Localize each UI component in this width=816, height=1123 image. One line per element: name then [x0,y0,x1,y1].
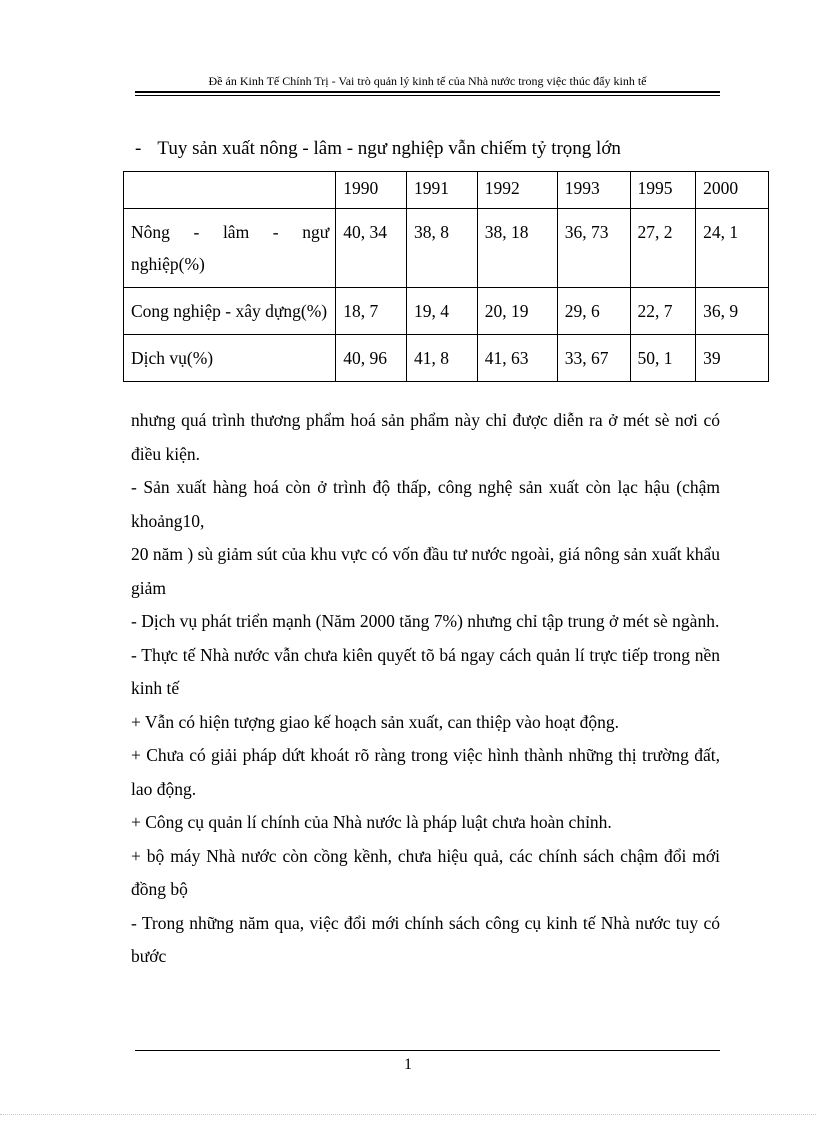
paragraph: + Vẫn có hiện tượng giao kế hoạch sản xuất, can thiệp vào hoạt động. [131,711,620,732]
row-label: Dịch vụ(%) [124,335,336,382]
paragraph: + Chưa có giải pháp dứt khoát rõ ràng trong việc hình thành những thị trường đất, lao động. [131,745,720,799]
row-label: Nông - lâm - ngư nghiệp(%) [124,209,336,288]
economic-structure-table [123,171,769,382]
intro-dash: - [135,138,142,159]
table-row [124,288,769,335]
page-boundary-dotted-line [0,1114,816,1115]
table-header-cell: 1993 [557,172,630,209]
paragraph: + Công cụ quản lí chính của Nhà nước là pháp luật chưa hoàn chỉnh. [131,812,612,832]
paragraph: - Trong những năm qua, việc đổi mới chính sách công cụ kinh tế Nhà nước tuy có bước [131,912,720,966]
table-header-cell: 1991 [407,172,478,209]
table-header-row [124,172,769,209]
paragraph: 20 năm ) sù giảm sút của khu vực có vốn đầu tư nước ngoài, giá nông sản xuất khẩu giảm [131,544,720,598]
table-cell: 36, 73 [557,209,630,288]
paragraph: - Sản xuất hàng hoá còn ở trình độ thấp, công nghệ sản xuất còn lạc hậu (chậm khoảng10, [131,477,720,531]
table-cell: 22, 7 [630,288,696,335]
header-double-rule [135,91,720,96]
paragraph: - Thực tế Nhà nước vẫn chưa kiên quyết tõ bá ngay cách quản lí trực tiếp trong nền kinh tế [131,644,720,698]
footer-rule [135,1050,720,1051]
table-header-cell: 1995 [630,172,696,209]
body-text [131,404,720,974]
row-label: Cong nghiệp - xây dựng(%) [124,288,336,335]
paragraph: nhưng quá trình thương phẩm hoá sản phẩm này chỉ được diễn ra ở mét sè nơi có điều kiện. [131,410,720,464]
table-cell: 39 [696,335,769,382]
table-cell: 19, 4 [407,288,478,335]
table-header-cell: 2000 [696,172,769,209]
table-row [124,335,769,382]
table-cell: 29, 6 [557,288,630,335]
table-header-cell: 1990 [336,172,407,209]
page-number: 1 [404,1056,412,1073]
table-cell: 38, 18 [477,209,557,288]
table-cell: 38, 8 [407,209,478,288]
table-cell: 41, 8 [407,335,478,382]
running-header: Đề án Kinh Tế Chính Trị - Vai trò quản lý kinh tế của Nhà nước trong việc thúc đẩy kinh tế [208,74,647,88]
table-cell: 41, 63 [477,335,557,382]
table-cell: 24, 1 [696,209,769,288]
table-cell: 40, 96 [336,335,407,382]
table-cell: 50, 1 [630,335,696,382]
table-cell: 40, 34 [336,209,407,288]
intro-line [135,138,621,160]
table-cell: 27, 2 [630,209,696,288]
intro-text: Tuy sản xuất nông - lâm - ngư nghiệp vẫn chiếm tỷ trọng lớn [157,138,621,159]
table-header-cell [124,172,336,209]
paragraph: - Dịch vụ phát triển mạnh (Năm 2000 tăng 7%) nhưng chỉ tập trung ở mét sè ngành. [131,611,720,631]
table-cell: 18, 7 [336,288,407,335]
paragraph: + bộ máy Nhà nước còn cồng kềnh, chưa hiệu quả, các chính sách chậm đổi mới đồng bộ [131,845,720,899]
table-cell: 20, 19 [477,288,557,335]
table-row [124,209,769,288]
table-cell: 36, 9 [696,288,769,335]
table-cell: 33, 67 [557,335,630,382]
table-header-cell: 1992 [477,172,557,209]
